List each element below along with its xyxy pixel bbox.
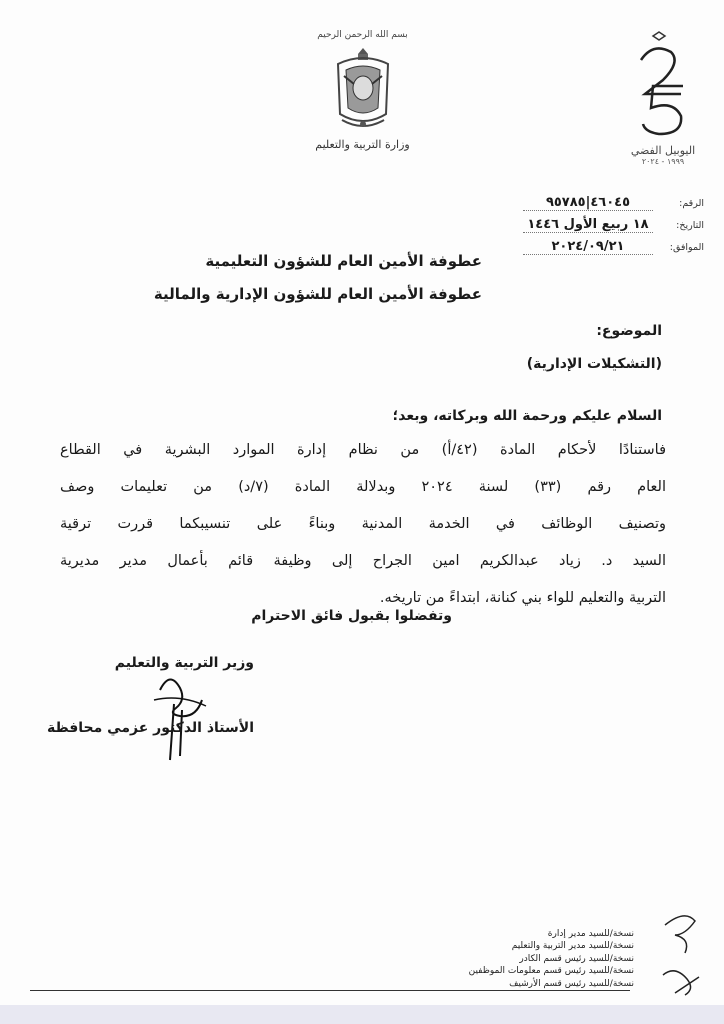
basmala-text: بسم الله الرحمن الرحيم: [317, 30, 408, 40]
coat-of-arms-icon: [328, 44, 398, 134]
copies-list: [374, 928, 634, 990]
copy-line: نسخة/للسيد مدير إدارة: [547, 929, 634, 939]
reference-number-label: الرقم:: [679, 198, 704, 209]
copy-line: نسخة/للسيد رئيس قسم الأرشيف: [509, 978, 634, 989]
reference-date-row: [484, 217, 704, 239]
reference-corresponding-row: [484, 239, 704, 261]
bottom-band: [0, 1005, 724, 1024]
letter-body: [60, 432, 666, 617]
copy-line: نسخة/للسيد رئيس قسم معلومات الموظفين: [468, 966, 634, 977]
body-line: السيد د. زياد عبدالكريم امين الجراح إلى وظيفة قائم بأعمال مدير مديرية: [60, 553, 666, 569]
reference-number-value: ٤٦٠٤٥|٩٥٧٨٥: [523, 195, 653, 211]
reference-date-label: التاريخ:: [676, 220, 704, 231]
jubilee-years: ١٩٩٩ - ٢٠٢٤: [641, 157, 685, 166]
ministry-emblem: [300, 28, 425, 178]
jubilee-logo: [618, 30, 708, 180]
ministry-name: وزارة التربية والتعليم: [315, 138, 410, 151]
body-line: العام رقم (٣٣) لسنة ٢٠٢٤ وبدلالة المادة (٧/د) من تعليمات وصف: [60, 479, 667, 495]
jubilee-text: اليوبيل الفضي: [630, 144, 696, 157]
copy-line: نسخة/للسيد مدير التربية والتعليم: [511, 941, 634, 952]
reference-number-row: [484, 195, 704, 217]
closing-text: وتفضلوا بقبول فائق الاحترام: [251, 608, 452, 624]
reference-date-value: ١٨ ربيع الأول ١٤٤٦: [523, 217, 653, 233]
addressee-2: عطوفة الأمين العام للشؤون الإدارية والمالية: [153, 285, 482, 303]
body-line: وتصنيف الوظائف في الخدمة المدنية وبناءً على تنسيبكما قررت ترقية: [60, 516, 666, 532]
greeting: السلام عليكم ورحمة الله وبركاته، وبعد؛: [392, 408, 662, 424]
copy-line: نسخة/للسيد رئيس قسم الكادر: [519, 953, 634, 964]
addressee-1: عطوفة الأمين العام للشؤون التعليمية: [205, 252, 482, 270]
reference-corresponding-label: الموافق:: [669, 242, 704, 253]
signature-icon: [140, 660, 220, 770]
silver-jubilee-25-icon: [623, 30, 703, 140]
body-line: التربية والتعليم للواء بني كنانة، ابتداءً من تاريخه.: [379, 590, 666, 606]
subject-text: (التشكيلات الإدارية): [526, 356, 662, 372]
handwritten-initials-icon: [655, 905, 710, 1005]
subject-label: الموضوع:: [596, 323, 662, 339]
signatory-name: الأستاذ الدكتور عزمي محافظة: [46, 720, 254, 736]
footer-divider: [30, 990, 630, 991]
reference-block: [484, 195, 704, 261]
signatory-title: وزير التربية والتعليم: [114, 655, 254, 671]
reference-corresponding-value: ٢٠٢٤/٠٩/٢١: [523, 239, 653, 255]
body-line: فاستنادًا لأحكام المادة (٤٢/أ) من نظام إدارة الموارد البشرية في القطاع: [60, 442, 667, 458]
